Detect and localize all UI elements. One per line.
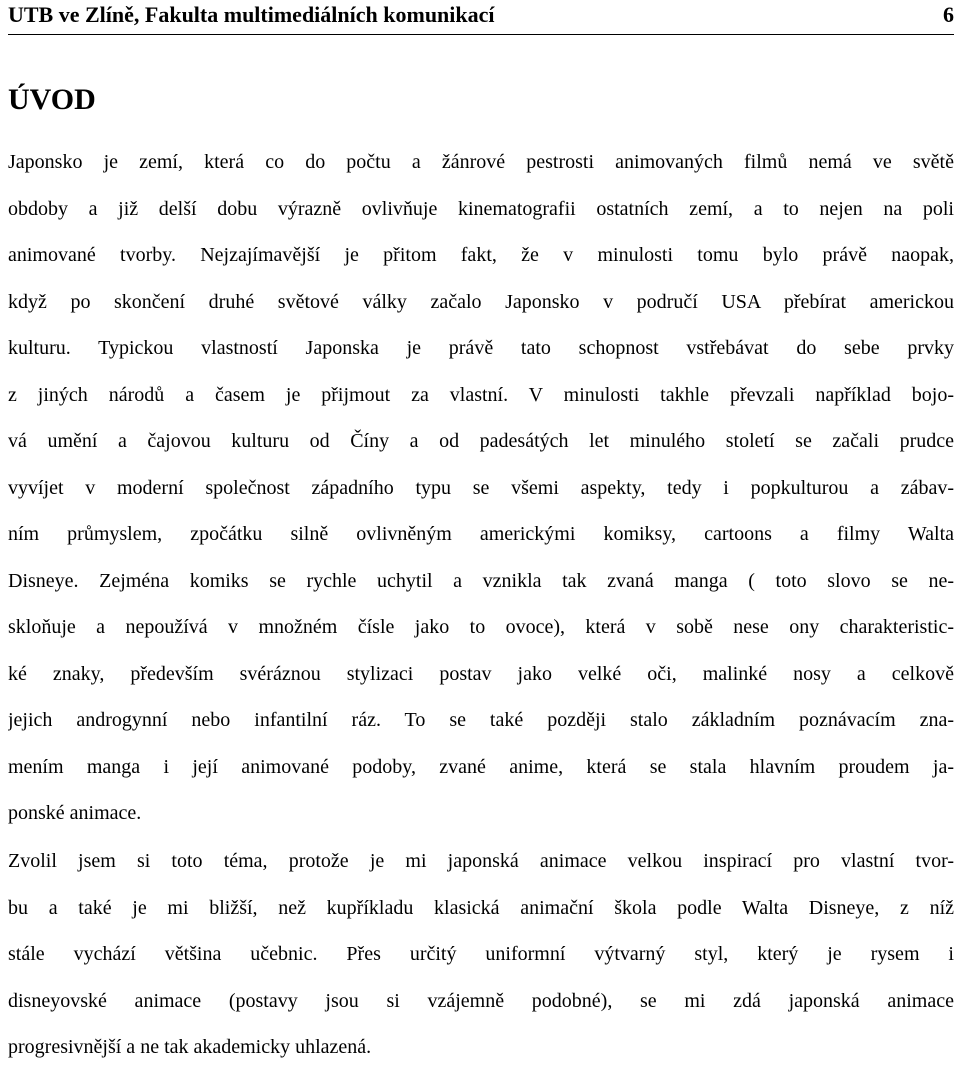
paragraph-line: bu a také je mi bližší, než kupříkladu klasická animační škola podle Walta Disneye, z níž [8,896,954,919]
page-number: 6 [943,2,954,27]
paragraph-line: vyvíjet v moderní společnost západního typu se všemi aspekty, tedy i popkulturou a zábav- [8,476,954,499]
paragraph-line: když po skončení druhé světové války začalo Japonsko v područí USA přebírat americkou [8,290,954,313]
paragraph-line: disneyovské animace (postavy jsou si vzájemně podobné), se mi zdá japonská animace [8,989,954,1012]
paragraph-line: vá umění a čajovou kulturu od Číny a od padesátých let minulého století se začali prudce [8,430,954,452]
header-rule [8,34,954,35]
paragraph-line: stále vychází většina učebnic. Přes určitý uniformní výtvarný styl, který je rysem i [8,943,954,965]
paragraph-line: ponské animace. [8,802,142,824]
paragraph-line: ké znaky, především svéráznou stylizaci postav jako velké oči, malinké nosy a celkově [8,662,954,685]
paragraph-line: jejich androgynní nebo infantilní ráz. To se také později stalo základním poznávacím zna- [8,709,954,731]
section-title: ÚVOD [8,83,96,116]
paragraph-line: mením manga i její animované podoby, zvané anime, která se stala hlavním proudem ja- [8,755,954,778]
header-title: UTB ve Zlíně, Fakulta multimediálních komunikací [8,2,495,27]
paragraph-line: kulturu. Typickou vlastností Japonska je právě tato schopnost vstřebávat do sebe prvky [8,337,954,359]
running-header [8,0,954,30]
paragraph-line: skloňuje a nepoužívá v množném čísle jako to ovoce), která v sobě nese ony charakteristic- [8,616,954,638]
paragraph-motivation [8,838,954,1071]
paragraph-line: ním průmyslem, zpočátku silně ovlivněným americkými komiksy, cartoons a filmy Walta [8,523,954,545]
paragraph-line: z jiných národů a časem je přijmout za vlastní. V minulosti takhle převzali například bojo- [8,383,954,406]
paragraph-line: Japonsko je zemí, která co do počtu a žánrové pestrosti animovaných filmů nemá ve světě [8,151,954,173]
paragraph-line: Zvolil jsem si toto téma, protože je mi japonská animace velkou inspirací pro vlastní tvor- [8,850,954,872]
paragraph-intro [8,139,954,837]
paragraph-line: Disneye. Zejména komiks se rychle uchytil a vznikla tak zvaná manga ( toto slovo se ne- [8,569,954,592]
paragraph-line: progresivnější a ne tak akademicky uhlazená. [8,1036,372,1058]
paragraph-line: animované tvorby. Nejzajímavější je přitom fakt, že v minulosti tomu bylo právě naopak, [8,244,954,266]
paragraph-line: obdoby a již delší dobu výrazně ovlivňuje kinematografii ostatních zemí, a to nejen na poli [8,197,954,220]
